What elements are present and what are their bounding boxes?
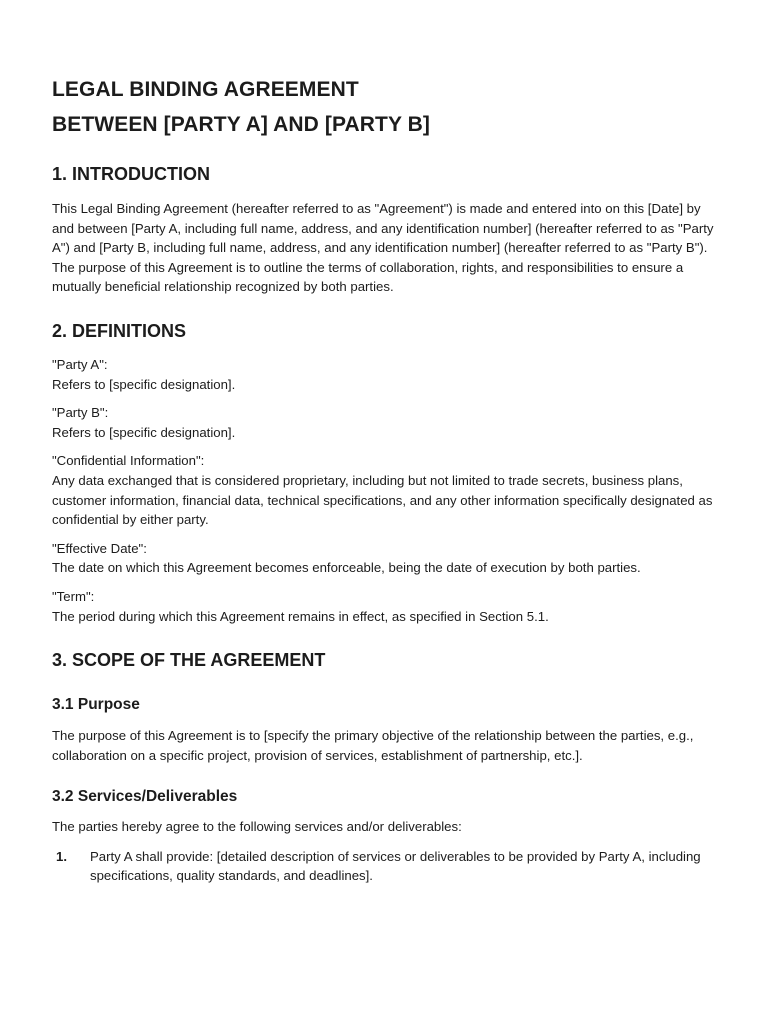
- services-list: [52, 847, 718, 886]
- title-line-1: LEGAL BINDING AGREEMENT: [52, 78, 359, 101]
- definition-term: "Confidential Information":: [52, 453, 205, 469]
- definition-item: [52, 355, 718, 394]
- definition-term: "Party B":: [52, 405, 109, 421]
- list-item: [52, 847, 718, 886]
- section-scope: [52, 648, 718, 886]
- section-introduction: [52, 162, 718, 297]
- definition-item: [52, 403, 718, 442]
- services-intro: The parties hereby agree to the following services and/or deliverables:: [52, 819, 462, 835]
- list-item-number: 1.: [56, 848, 67, 864]
- definition-item: [52, 451, 718, 529]
- definition-term: "Term":: [52, 588, 95, 604]
- section-definitions: [52, 319, 718, 626]
- definition-text: The date on which this Agreement becomes enforceable, being the date of execution by both parties.: [52, 560, 641, 576]
- definition-text: Any data exchanged that is considered proprietary, including but not limited to trade secrets, business plans, customer information, financial data, technical specifications, and any other information specifically designated as confidential by either party.: [52, 472, 713, 528]
- definition-item: [52, 587, 718, 626]
- definitions-list: [52, 355, 718, 626]
- introduction-heading: 1. INTRODUCTION: [52, 164, 211, 184]
- definition-term: "Effective Date":: [52, 540, 147, 556]
- purpose-heading: 3.1 Purpose: [52, 696, 140, 714]
- definition-item: [52, 539, 718, 578]
- definition-text: Refers to [specific designation].: [52, 376, 236, 392]
- definition-text: Refers to [specific designation].: [52, 424, 236, 440]
- definition-text: The period during which this Agreement remains in effect, as specified in Section 5.1.: [52, 608, 549, 624]
- definitions-heading: 2. DEFINITIONS: [52, 320, 187, 341]
- services-heading: 3.2 Services/Deliverables: [52, 788, 238, 806]
- definition-term: "Party A":: [52, 356, 108, 372]
- document-title: [52, 72, 718, 142]
- scope-heading: 3. SCOPE OF THE AGREEMENT: [52, 650, 326, 671]
- list-item-text: Party A shall provide: [detailed description of services or deliverables to be provided by Party A, including specifications, quality standards, and deadlines].: [90, 848, 701, 884]
- purpose-body: The purpose of this Agreement is to [specify the primary objective of the relationship between the parties, e.g., collaboration on a specific project, provision of services, establishment of partnership, etc.].: [52, 728, 694, 763]
- title-line-2: BETWEEN [PARTY A] AND [PARTY B]: [52, 113, 430, 136]
- introduction-body: This Legal Binding Agreement (hereafter referred to as "Agreement") is made and entered into on this [Date] by and between [Party A, including full name, address, and any identification number] (hereafter referred to as "Party A") and [Party B, including full name, address, and any identification number] (hereafter referred to as "Party B"). The purpose of this Agreement is to outline the terms of collaboration, rights, and responsibilities to ensure a mutually beneficial relationship recognized by both parties.: [52, 201, 714, 295]
